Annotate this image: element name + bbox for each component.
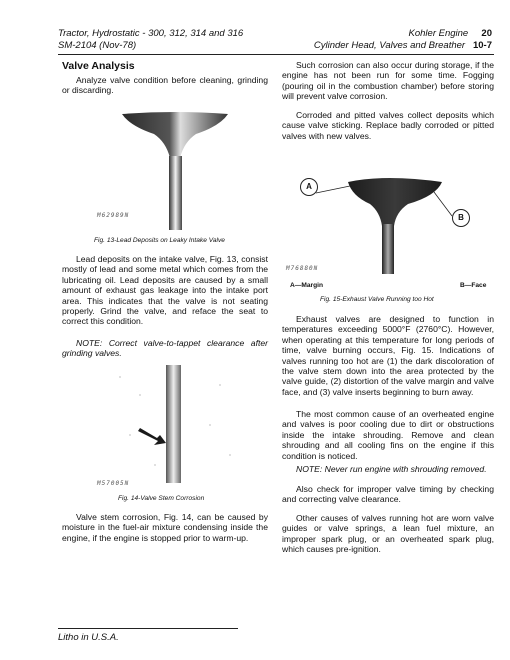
figure-13-caption: Fig. 13-Lead Deposits on Leaky Intake Valve: [94, 237, 225, 244]
section-heading: Valve Analysis: [62, 60, 135, 72]
figure-14-valve-image: [100, 365, 250, 483]
figure-15-leader-lines: [290, 160, 490, 275]
figure-15-marker-b-label: B: [458, 213, 464, 222]
figure-15-label-margin: A—Margin: [290, 282, 323, 289]
other-causes-paragraph: Other causes of valves running hot are worn valve guides or valve springs, a lean fuel mixture, an improper spark plug, or an overheated spark plug, which causes pre-ignition.: [282, 513, 494, 555]
header-rule: [58, 54, 494, 55]
header-right-line1: [272, 28, 492, 39]
header-left-line2: SM-2104 (Nov-78): [58, 40, 137, 51]
figure-15-marker-a-label: A: [306, 182, 312, 191]
note-valve-clearance: NOTE: Correct valve-to-tappet clearance after grinding valves.: [62, 338, 268, 359]
stem-corrosion-paragraph: Valve stem corrosion, Fig. 14, can be caused by moisture in the fuel-air mixture condensing inside the engine, if the engine is stopped prior to warm-up.: [62, 512, 268, 543]
figure-15-caption: Fig. 15-Exhaust Valve Running too Hot: [320, 296, 434, 303]
lead-deposits-paragraph: Lead deposits on the intake valve, Fig. 13, consist mostly of lead and some metal which comes from the lubricating oil. Lead deposits are caused by a small amount of exhaust gas leakage into the intake port area. This indicates that the valve is not seating properly. Grind the valve, and reface the seat to correct this condition.: [62, 254, 268, 327]
figure-14-code: M57005N: [97, 480, 130, 487]
figure-15-code: M76880N: [286, 265, 319, 272]
valve-timing-paragraph: Also check for improper valve timing by checking and correcting valve clearance.: [282, 484, 494, 505]
intro-paragraph: Analyze valve condition before cleaning, grinding or discarding.: [62, 75, 268, 96]
figure-14-caption: Fig. 14-Valve Stem Corrosion: [118, 495, 205, 502]
pitted-valves-paragraph: Corroded and pitted valves collect deposits which cause valve sticking. Replace badly corroded or pitted valves with new valves.: [282, 110, 494, 141]
figure-15-label-face: B—Face: [460, 282, 487, 289]
note-shrouding: NOTE: Never run engine with shrouding removed.: [296, 464, 487, 474]
footer-litho: Litho in U.S.A.: [58, 632, 119, 643]
figure-13-code: M62989N: [97, 212, 130, 219]
header-left-line1: Tractor, Hydrostatic - 300, 312, 314 and 316: [58, 28, 244, 39]
overheated-engine-paragraph: The most common cause of an overheated engine and valves is poor cooling due to dirt or obstructions inside the intake shrouding. Remove and clean shrouding and all cooling fins on the engine if this condition is noticed.: [282, 409, 494, 461]
header-page-number: 20: [481, 28, 492, 39]
header-section-title: Kohler Engine: [408, 28, 469, 39]
exhaust-valves-paragraph: Exhaust valves are designed to function in temperatures exceeding 5000°F (2760°C). However, when operating at this temperature for long periods of time, valve burning occurs, Fig. 15. Indications of valves running too hot are (1) the dark discoloration of the valve stem down into the area protected by the valve guide, (2) distortion of the valve margin and valve face, and (3) valve inserts beginning to burn away.: [282, 314, 494, 397]
header-right-line2: [232, 40, 492, 51]
footer-rule: [58, 628, 238, 629]
header-chapter-title: Cylinder Head, Valves and Breather: [313, 40, 466, 51]
storage-paragraph: Such corrosion can also occur during storage, if the engine has not been run for some time. Fogging (pouring oil in the combustion chamber) before storing will prevent valve corrosion.: [282, 60, 494, 102]
figure-14-photo: [100, 365, 250, 483]
header-chapter-page: 10-7: [472, 40, 492, 51]
